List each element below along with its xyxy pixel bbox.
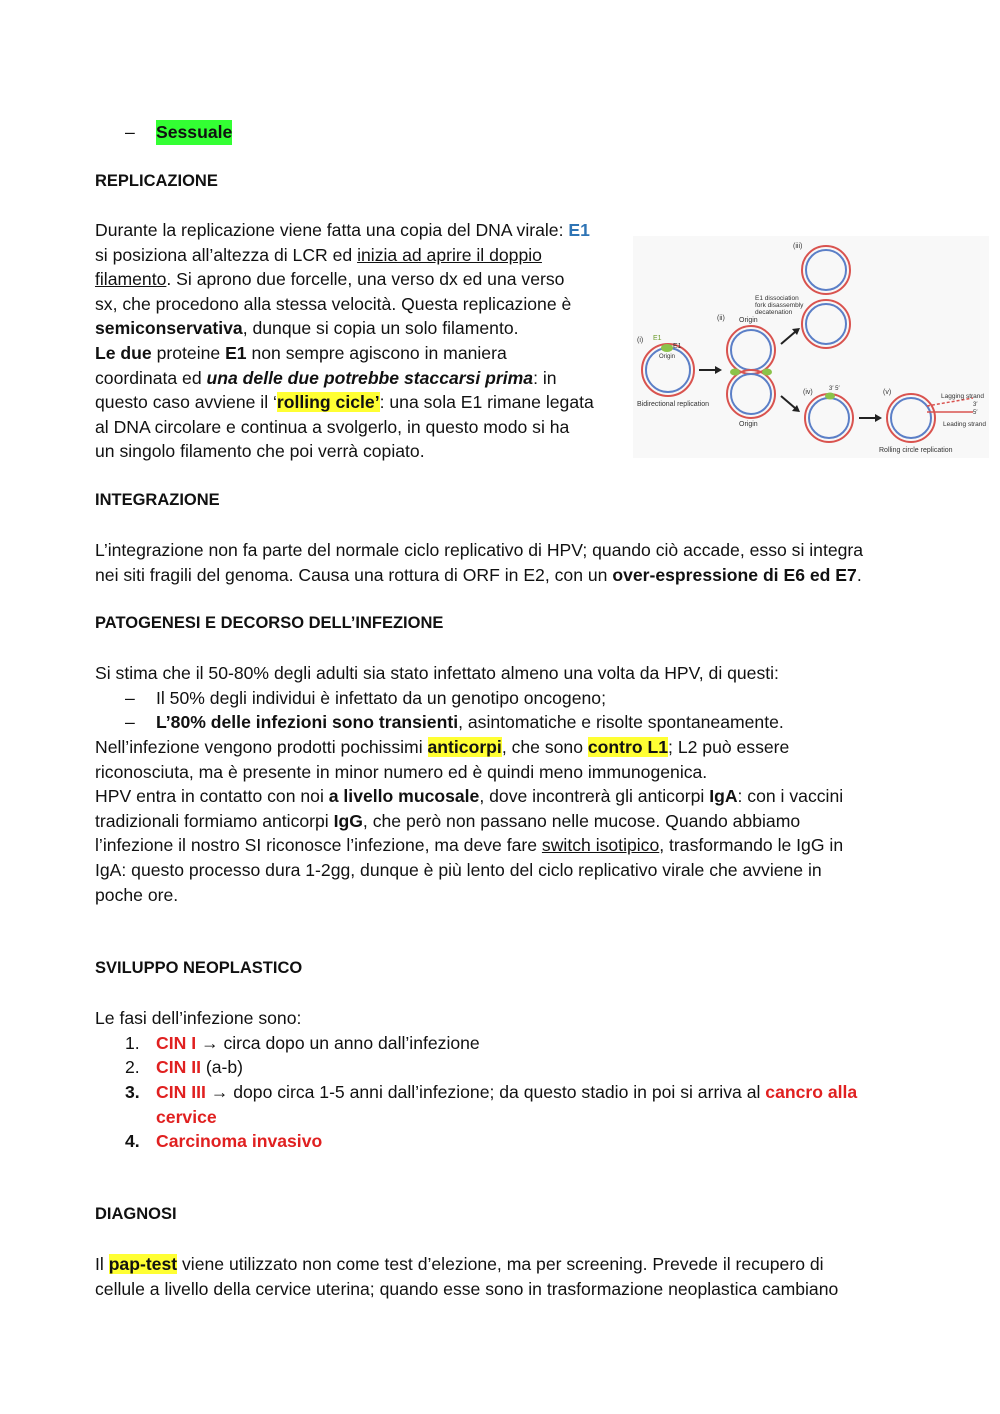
rep-line-10: un singolo filamento che poi verrà copiato. [95, 441, 425, 462]
sviluppo-item-1 [0, 1031, 1000, 1056]
fig-e1-b: E1 [673, 343, 682, 350]
rep-text: questo caso avviene il ‘ [95, 392, 277, 413]
rep-bold: Le due [95, 342, 152, 363]
replication-figure [633, 236, 989, 458]
rep-bold: semiconservativa [95, 318, 243, 339]
pat-bold: IgA [709, 786, 738, 807]
fig-five: 5′ [973, 410, 978, 416]
item-2-text [156, 1055, 916, 1080]
item-red-label: CIN III [156, 1082, 206, 1102]
fig-bidirectional: Bidirectional replication [637, 401, 709, 408]
int-text: nei siti fragili del genoma. Causa una rottura di ORF in E2, con un [95, 564, 613, 585]
fig-label-iv: (iv) [803, 389, 813, 396]
rep-line-1 [95, 218, 625, 243]
item-4-text: Carcinoma invasivo [156, 1131, 323, 1151]
rep-text: , dunque si copia un solo filamento. [242, 318, 519, 339]
item-3-text [156, 1080, 916, 1129]
pat-text: Nell’infezione vengono prodotti pochissimi [95, 737, 428, 757]
diag-line-2: cellule a livello della cervice uterina; quando esse sono in trasformazione neoplastica cambiano [95, 1278, 839, 1299]
item-number: 1. [125, 1033, 140, 1053]
integrazione-text [95, 538, 915, 587]
fig-three-five: 3′ 5′ [829, 386, 840, 392]
fig-label-i: (i) [637, 337, 644, 344]
item-number: 4. [125, 1131, 140, 1151]
fig-dissoc-1: E1 dissociation [755, 295, 799, 302]
rep-text: : in [533, 367, 557, 388]
rep-text: : una sola E1 rimane legata [379, 392, 594, 413]
diag-text: Il [95, 1254, 109, 1274]
heading-patogenesi: PATOGENESI E DECORSO DELL’INFEZIONE [95, 614, 444, 632]
bullet-sessuale-text: Sessuale [156, 120, 232, 145]
pat-bold: a livello mucosale [328, 786, 480, 807]
replicazione-text [95, 218, 625, 464]
fig-label-v: (v) [883, 389, 892, 396]
pat-bold: IgG [333, 810, 363, 831]
rep-line-3 [95, 267, 625, 292]
fig-dissoc-3: decatenation [755, 309, 793, 316]
pat-line-6 [95, 809, 915, 834]
sviluppo-item-4 [0, 1129, 1000, 1154]
item-text: circa dopo un anno dall’infezione [218, 1033, 480, 1053]
fig-lagging: Lagging strand [941, 393, 985, 400]
pat-bullet-1 [0, 686, 1000, 711]
item-1-text [156, 1031, 916, 1056]
fig-dissoc-2: fork disassembly [755, 302, 804, 309]
pat-anticorpi: anticorpi [427, 737, 502, 757]
bullet-dash: – [125, 122, 135, 142]
pat-text: , che però non passano nelle mucose. Quando abbiamo [362, 810, 801, 831]
pat-text: : con i vaccini [737, 786, 844, 807]
bullet-dash: – [125, 688, 135, 708]
diag-pap-test: pap-test [108, 1254, 178, 1274]
pat-bullet-1-text: Il 50% degli individui è infettato da un genotipo oncogeno; [156, 688, 606, 708]
arrow-right-icon: → [210, 1082, 229, 1102]
rep-text: Durante la replicazione viene fatta una copia del DNA virale: [95, 220, 569, 240]
rep-underline: inizia ad aprire il doppio [357, 244, 542, 265]
item-red-tail: cancro alla [765, 1082, 858, 1102]
pat-line-9: poche ore. [95, 884, 179, 905]
rep-line-6 [95, 341, 625, 366]
pat-text: ; L2 può essere [668, 737, 790, 757]
fig-three: 3′ [973, 402, 978, 408]
pat-line-4: riconosciuta, ma è presente in minor numero ed è quindi meno immunogenica. [95, 761, 708, 782]
item-text: (a-b) [200, 1057, 244, 1077]
rep-line-4: sx, che procedono alla stessa velocità. Questa replicazione è [95, 293, 572, 314]
rep-line-7 [95, 366, 625, 391]
pat-bullet-2 [0, 710, 1000, 735]
item-3-line-1 [156, 1080, 916, 1105]
pat-line-3 [95, 735, 915, 760]
item-red-label: CIN II [156, 1057, 201, 1077]
item-number: 3. [125, 1082, 140, 1102]
bullet-dash: – [125, 712, 135, 732]
pat-text: tradizionali formiamo anticorpi [95, 810, 334, 831]
rep-bold-italic: una delle due potrebbe staccarsi prima [206, 367, 534, 388]
e1-blob-ii-a [730, 369, 740, 376]
pat-bullet-2-text [156, 710, 916, 735]
rep-text: si posiziona all’altezza di LCR ed [95, 244, 358, 265]
int-line-2 [95, 563, 915, 588]
sviluppo-intro: Le fasi dell’infezione sono: [95, 1008, 302, 1028]
pat-underline: switch isotipico [541, 835, 660, 856]
patogenesi-text [95, 735, 915, 907]
rep-line-8 [95, 390, 625, 415]
pat-contro-l1: contro L1 [587, 737, 669, 757]
diagnosi-text [95, 1252, 915, 1301]
rep-text: coordinata ed [95, 367, 207, 388]
heading-replicazione: REPLICAZIONE [95, 172, 218, 190]
e1-blob-i [661, 344, 673, 352]
e1-blob-iv [825, 393, 835, 400]
patogenesi-intro: Si stima che il 50-80% degli adulti sia stato infettato almeno una volta da HPV, di questi: [95, 663, 779, 683]
item-number: 2. [125, 1057, 140, 1077]
sviluppo-item-3 [0, 1080, 1000, 1130]
rep-rolling-cicle: rolling cicle’ [276, 392, 380, 413]
rep-underline: filamento [95, 269, 167, 290]
diag-text: viene utilizzato non come test d’elezione, ma per screening. Prevede il recupero di [177, 1254, 824, 1274]
fig-label-iii: (iii) [793, 243, 803, 250]
rep-line-9: al DNA circolare e continua a svolgerlo, in questo modo si ha [95, 416, 570, 437]
fig-origin-b: Origin [739, 317, 758, 324]
fig-e1-a: E1 [653, 335, 662, 342]
fig-origin-c: Origin [739, 421, 758, 428]
item-3-line-2: cervice [156, 1106, 217, 1127]
rep-text: . Si aprono due forcelle, una verso dx ed una verso [166, 269, 565, 290]
int-line-1: L’integrazione non fa parte del normale ciclo replicativo di HPV; quando ciò accade, esso si integra [95, 540, 864, 560]
diag-line-1 [95, 1252, 915, 1277]
item-red-label: CIN I [156, 1033, 197, 1053]
rep-line-2 [95, 243, 625, 268]
e1-blob-ii-b [762, 369, 772, 376]
fig-label-ii: (ii) [717, 315, 725, 322]
heading-integrazione: INTEGRAZIONE [95, 491, 220, 509]
pat-text: l’infezione il nostro SI riconosce l’infezione, ma deve fare [95, 835, 542, 856]
item-text: dopo circa 1-5 anni dall’infezione; da questo stadio in poi si arriva al [228, 1082, 766, 1102]
rep-bold: E1 [225, 342, 247, 363]
arrow-right-icon: → [200, 1033, 219, 1053]
heading-diagnosi: DIAGNOSI [95, 1205, 177, 1223]
rep-line-5 [95, 316, 625, 341]
heading-sviluppo: SVILUPPO NEOPLASTICO [95, 959, 303, 977]
rep-e1: E1 [568, 220, 590, 240]
pat-text: , che sono [501, 737, 588, 757]
pat-bold: L’80% delle infezioni sono transienti [156, 712, 459, 732]
rep-text: non sempre agiscono in maniera [246, 342, 507, 363]
pat-line-8: IgA: questo processo dura 1-2gg, dunque è più lento del ciclo replicativo virale che avviene in [95, 859, 822, 880]
pat-text: , dove incontrerà gli anticorpi [479, 786, 710, 807]
fig-leading: Leading strand [943, 421, 987, 428]
pat-text: , asintomatiche e risolte spontaneamente. [458, 712, 784, 732]
pat-text: HPV entra in contatto con noi [95, 786, 329, 807]
sviluppo-item-2 [0, 1055, 1000, 1080]
fig-rolling: Rolling circle replication [879, 447, 953, 454]
pat-line-5 [95, 784, 915, 809]
fig-origin-a: Origin [659, 354, 676, 360]
pat-line-7 [95, 833, 915, 858]
int-text: . [856, 564, 862, 585]
rep-text: proteine [151, 342, 226, 363]
int-bold: over-espressione di E6 ed E7 [612, 564, 857, 585]
pat-text: , trasformando le IgG in [659, 835, 844, 856]
